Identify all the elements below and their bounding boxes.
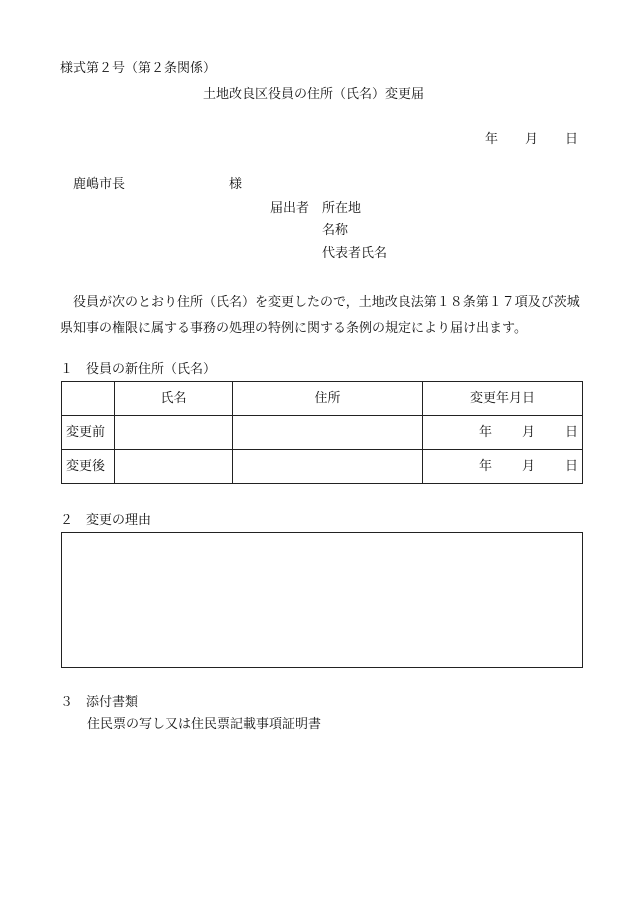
- table-header-address: 住所: [233, 382, 423, 416]
- row-label-before: 変更前: [62, 416, 115, 450]
- date-before-month: 月: [521, 425, 535, 440]
- name-after-cell[interactable]: [115, 450, 233, 484]
- address-after-cell[interactable]: [233, 450, 423, 484]
- address-before-cell[interactable]: [233, 416, 423, 450]
- applicant-representative-label: 代表者氏名: [322, 246, 388, 261]
- section3-heading: ３ 添付書類: [60, 695, 139, 710]
- applicant-label: 届出者: [270, 201, 310, 216]
- document-title: 土地改良区役員の住所（氏名）変更届: [203, 87, 425, 102]
- date-day: 日: [565, 132, 579, 147]
- table-header-blank: [62, 382, 115, 416]
- table-row: [62, 416, 583, 450]
- date-after-year: 年: [478, 459, 492, 474]
- section1-heading: １ 役員の新住所（氏名）: [60, 362, 217, 377]
- form-number: 様式第２号（第２条関係）: [60, 61, 217, 76]
- applicant-location-label: 所在地: [322, 201, 362, 216]
- addressee-name: 鹿嶋市長: [73, 177, 126, 192]
- table-header-date: 変更年月日: [423, 382, 583, 416]
- date-after-day: 日: [564, 459, 578, 474]
- reason-box[interactable]: [61, 532, 583, 668]
- body-text: 役員が次のとおり住所（氏名）を変更したので，土地改良法第１８条第１７項及び茨城県知事の権限に属する事務の処理の特例に関する条例の規定により届け出ます。: [60, 295, 580, 336]
- date-after-cell[interactable]: [423, 450, 583, 484]
- row-label-after: 変更後: [62, 450, 115, 484]
- table-header-row: [62, 382, 583, 416]
- date-before-cell[interactable]: [423, 416, 583, 450]
- date-month: 月: [525, 132, 539, 147]
- section2-heading: ２ 変更の理由: [60, 513, 152, 528]
- date-before-year: 年: [478, 425, 492, 440]
- date-after-month: 月: [521, 459, 535, 474]
- attachment-item: 住民票の写し又は住民票記載事項証明書: [87, 717, 322, 732]
- date-before-day: 日: [564, 425, 578, 440]
- name-before-cell[interactable]: [115, 416, 233, 450]
- applicant-name-label: 名称: [322, 223, 349, 238]
- addressee-honorific: 様: [229, 177, 243, 192]
- table-header-name: 氏名: [115, 382, 233, 416]
- table-row: [62, 450, 583, 484]
- date-year: 年: [485, 132, 499, 147]
- change-table: [61, 381, 583, 484]
